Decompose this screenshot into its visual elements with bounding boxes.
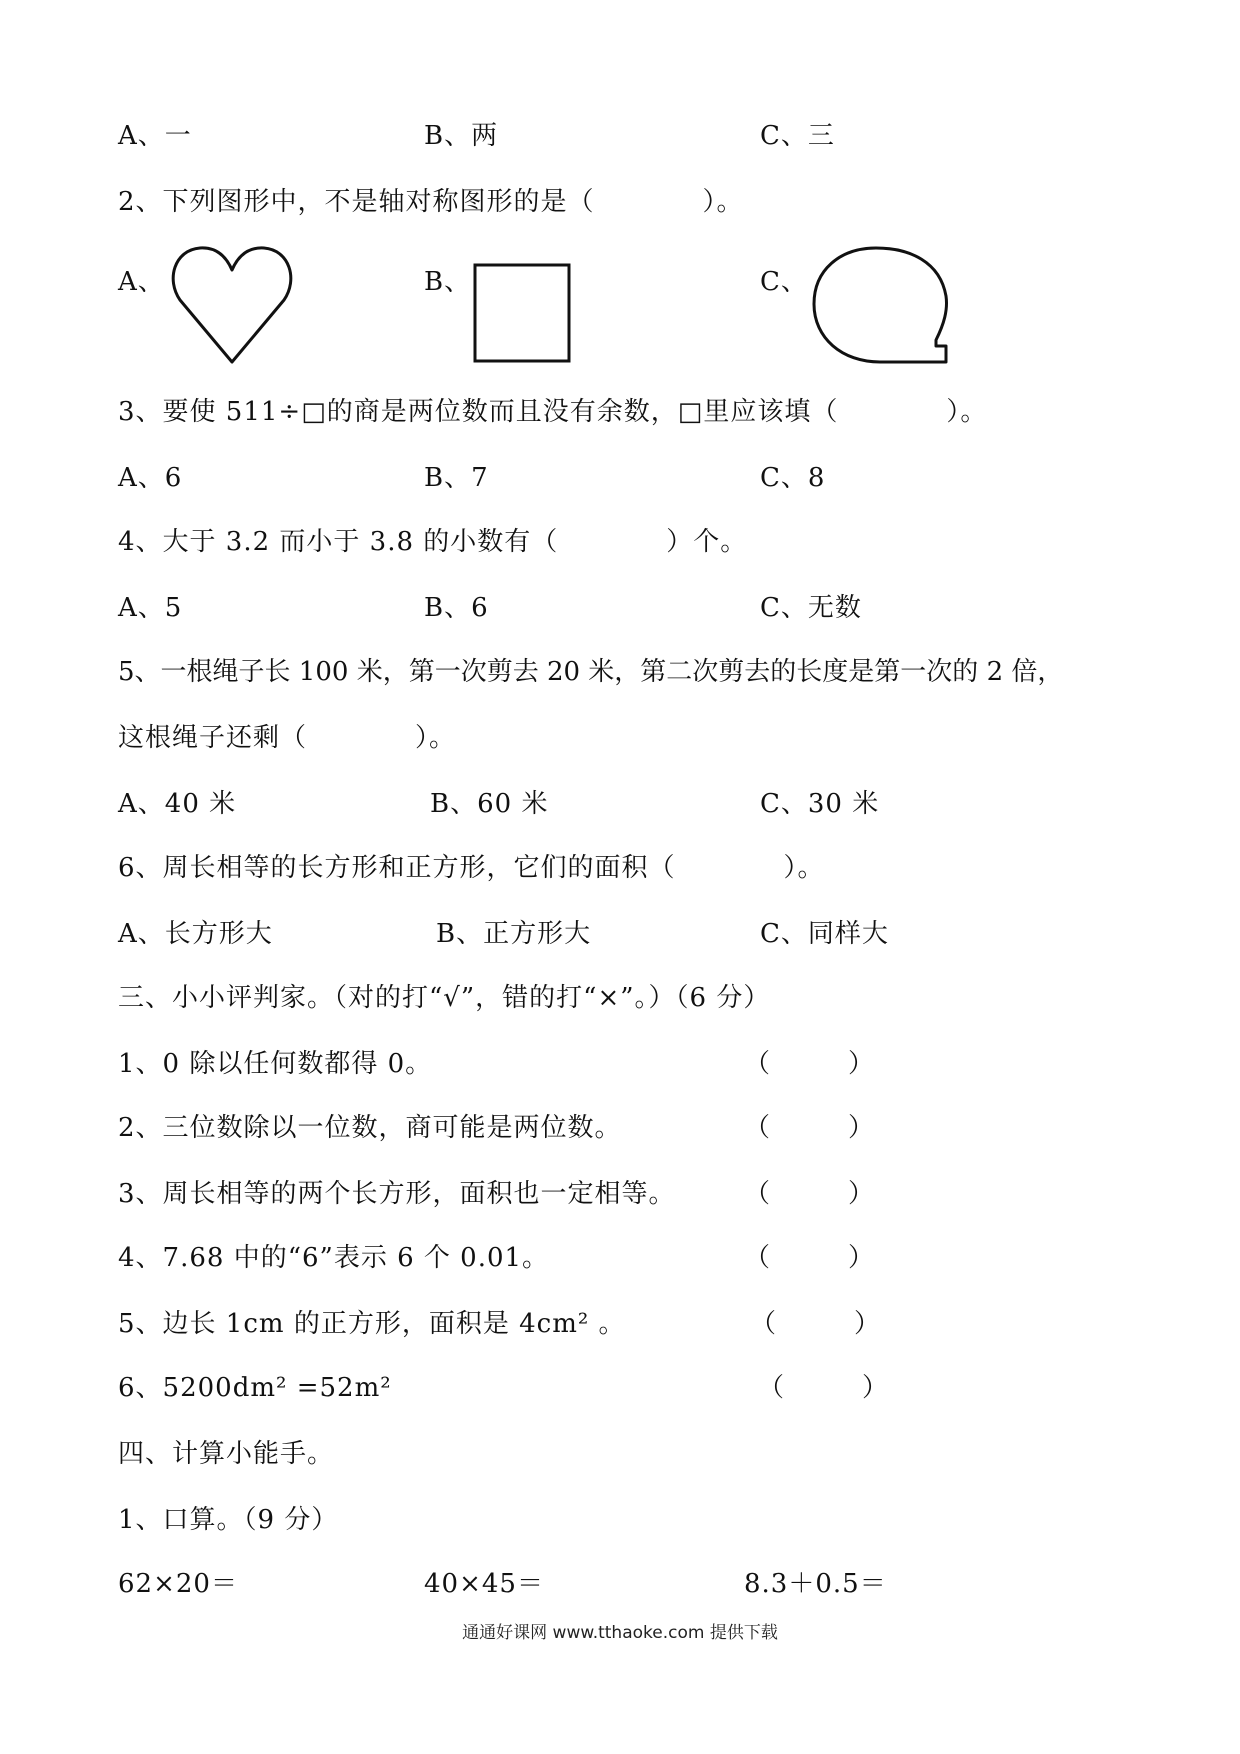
q6-question: 6、周长相等的长方形和正方形，它们的面积（ ）。 [118, 853, 825, 883]
judge-item-2: 2、三位数除以一位数，商可能是两位数。 [118, 1113, 622, 1143]
page-footer: 通通好课网 www.tthaoke.com 提供下载 [462, 1623, 778, 1643]
section4-title: 四、计算小能手。 [118, 1439, 335, 1469]
section4-subtitle: 1、口算。（9 分） [118, 1505, 339, 1535]
q4-option-b: B、6 [424, 593, 489, 623]
calc-item-2: 40×45＝ [424, 1569, 544, 1599]
answer-paren-4: （ ） [744, 1243, 875, 1273]
q3-option-b: B、7 [424, 463, 489, 493]
answer-paren-5: （ ） [750, 1309, 881, 1339]
q2-option-c: C、 [760, 267, 808, 297]
speech-bubble-icon [810, 244, 950, 366]
q5-option-b: B、60 米 [430, 789, 549, 819]
q5-question: 5、一根绳子长 100 米，第一次剪去 20 米，第二次剪去的长度是第一次的 2 倍， [118, 657, 1064, 687]
judge-item-1: 1、0 除以任何数都得 0。 [118, 1049, 433, 1079]
answer-paren-1: （ ） [744, 1049, 875, 1079]
q5-question-cont: 这根绳子还剩（ ）。 [118, 723, 457, 753]
calc-item-3: 8.3＋0.5＝ [744, 1569, 887, 1599]
q2-option-a: A、 [118, 267, 165, 297]
q5-option-a: A、40 米 [118, 789, 237, 819]
q3-option-a: A、6 [118, 463, 183, 493]
q1-option-c: C、三 [760, 121, 835, 151]
judge-item-6: 6、5200dm² =52m² [118, 1373, 392, 1403]
heart-icon [170, 244, 294, 366]
answer-paren-6: （ ） [758, 1373, 889, 1403]
q6-option-a: A、长方形大 [118, 919, 273, 949]
section3-title: 三、小小评判家。（对的打“√”，错的打“×”。）（6 分） [118, 983, 771, 1013]
q2-question: 2、下列图形中，不是轴对称图形的是（ ）。 [118, 187, 744, 217]
answer-paren-2: （ ） [744, 1113, 875, 1143]
q3-option-c: C、8 [760, 463, 826, 493]
judge-item-5: 5、边长 1cm 的正方形，面积是 4cm² 。 [118, 1309, 626, 1339]
q4-option-c: C、无数 [760, 593, 862, 623]
q2-option-b: B、 [424, 267, 472, 297]
q1-option-a: A、一 [118, 121, 192, 151]
q1-option-b: B、两 [424, 121, 499, 151]
square-icon [472, 262, 574, 364]
q4-option-a: A、5 [118, 593, 183, 623]
q5-option-c: C、30 米 [760, 789, 880, 819]
judge-item-4: 4、7.68 中的“6”表示 6 个 0.01。 [118, 1243, 550, 1273]
answer-paren-3: （ ） [744, 1179, 875, 1209]
judge-item-3: 3、周长相等的两个长方形，面积也一定相等。 [118, 1179, 676, 1209]
calc-item-1: 62×20＝ [118, 1569, 238, 1599]
q3-question: 3、要使 511÷□的商是两位数而且没有余数，□里应该填（ ）。 [118, 397, 988, 427]
q6-option-c: C、同样大 [760, 919, 889, 949]
q4-question: 4、大于 3.2 而小于 3.8 的小数有（ ）个。 [118, 527, 748, 557]
q6-option-b: B、正方形大 [436, 919, 592, 949]
